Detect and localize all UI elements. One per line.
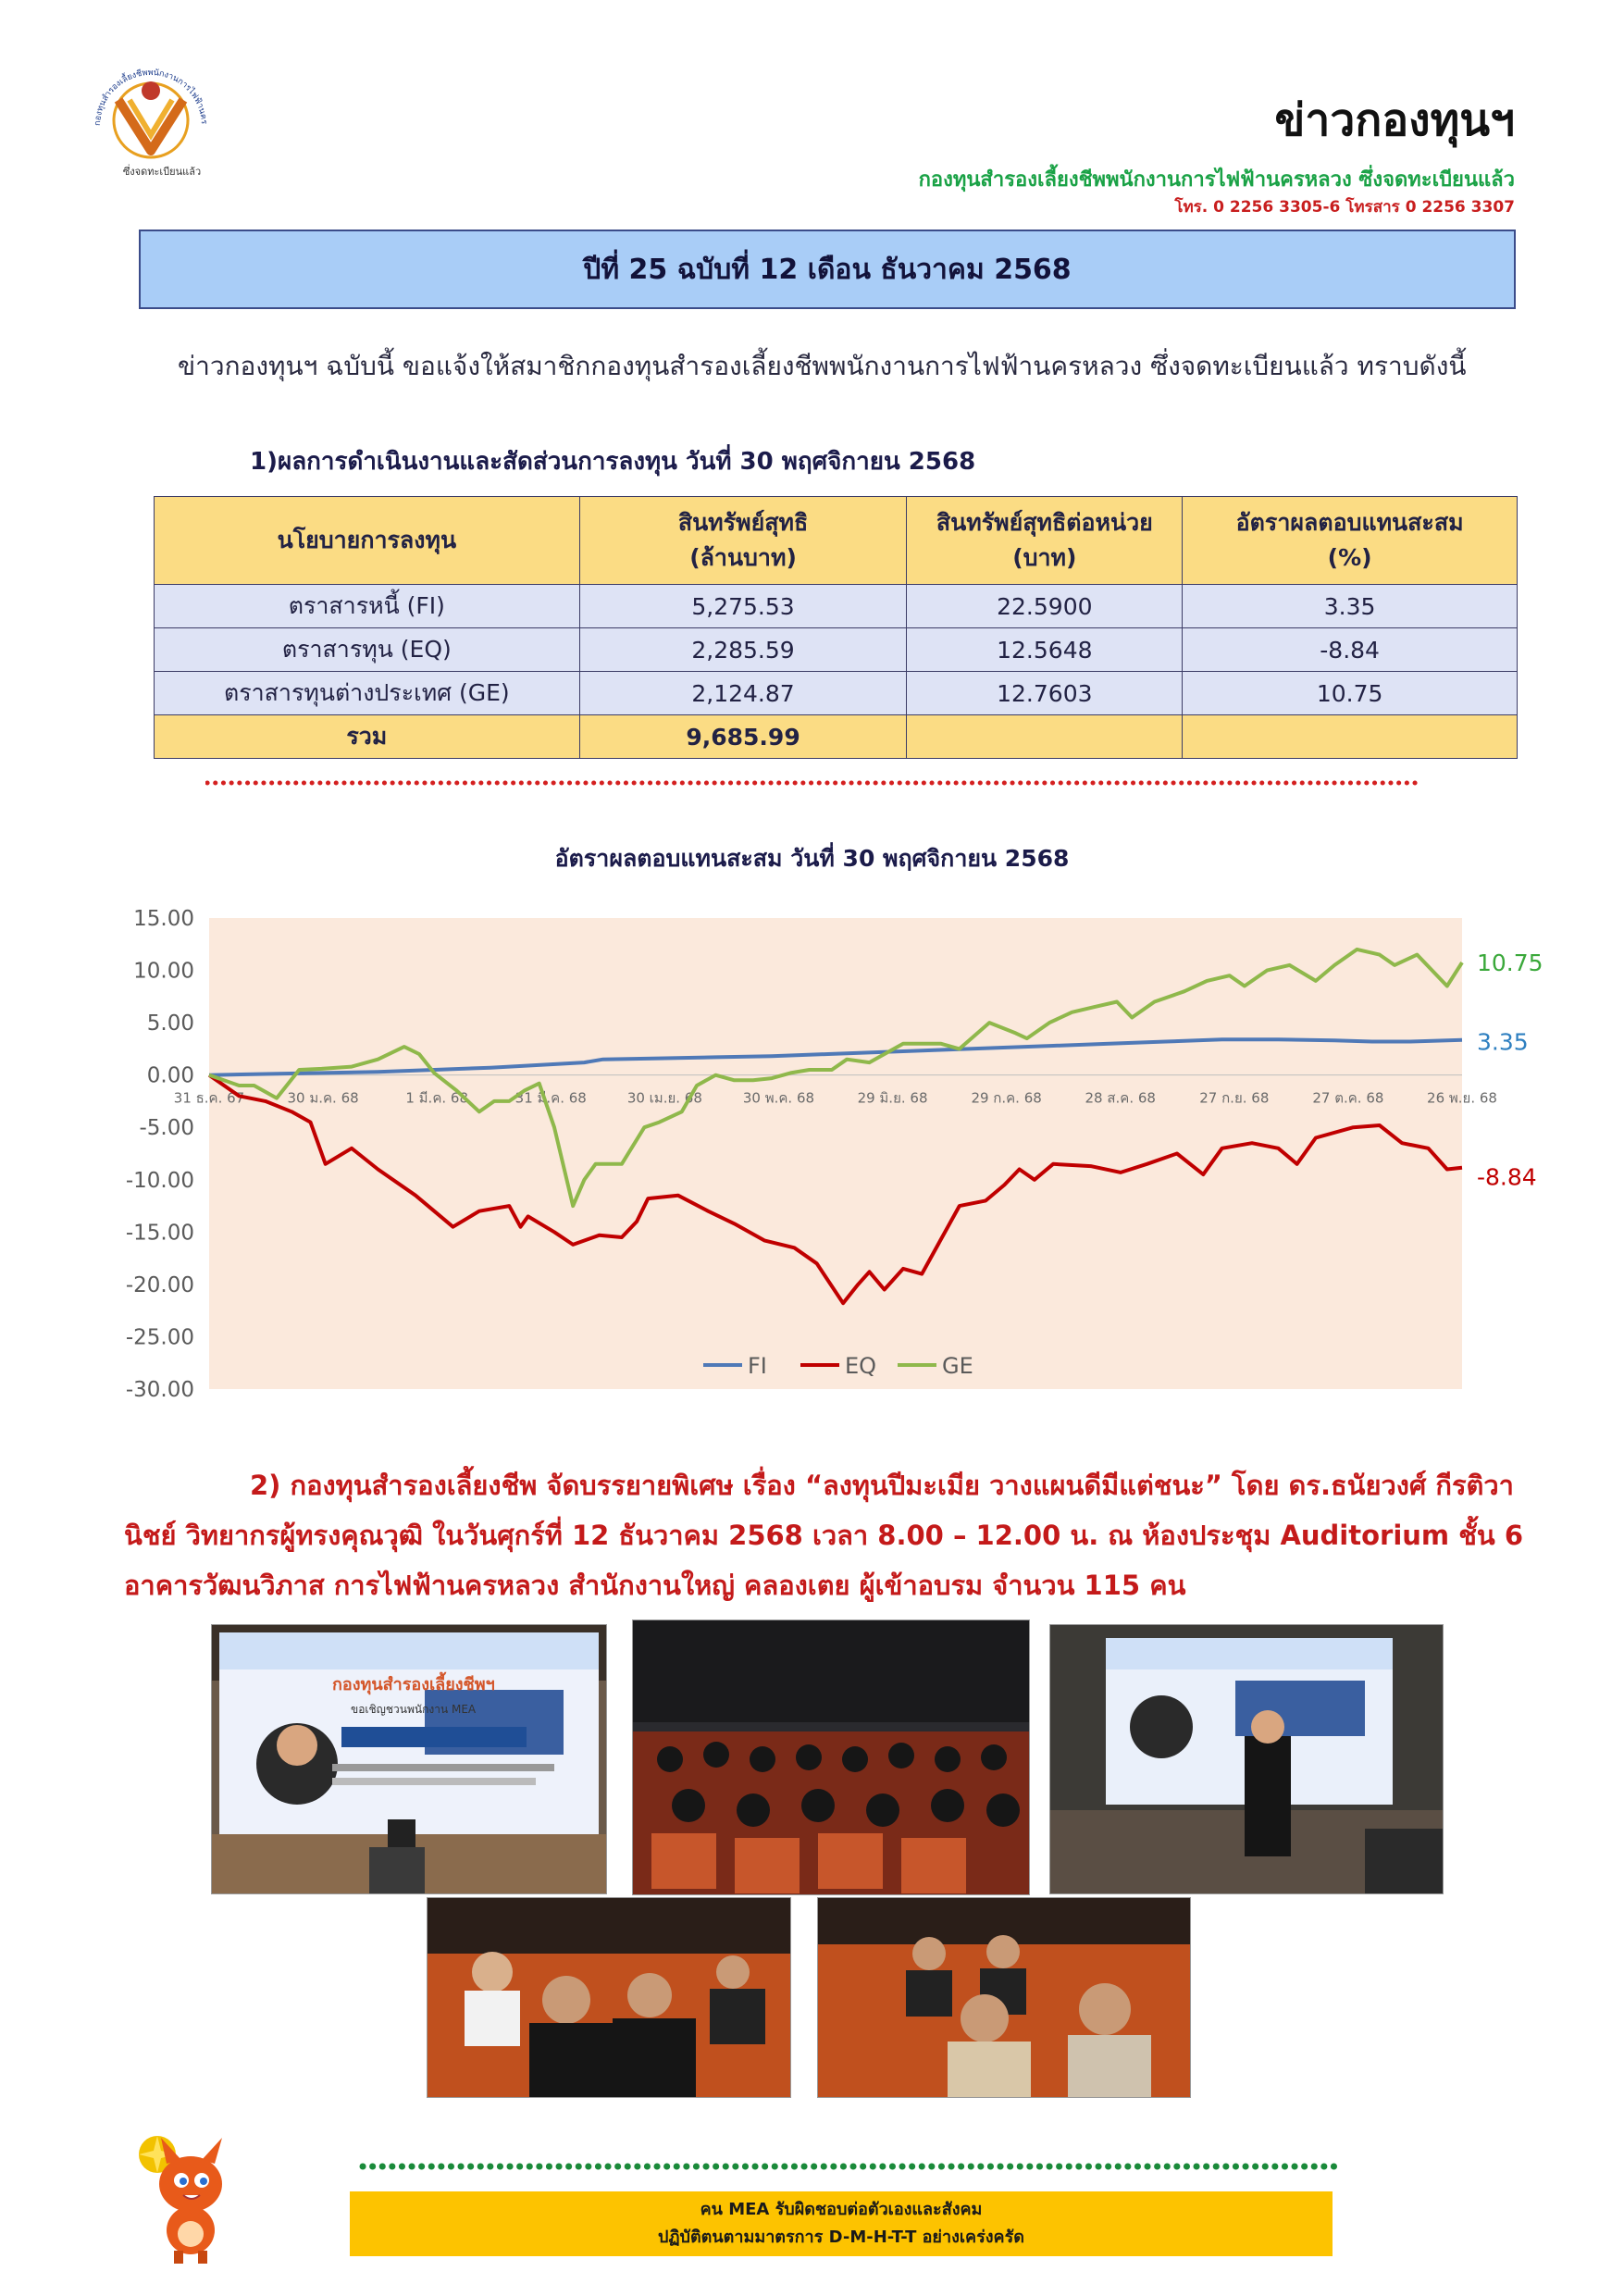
cell-total-return (1183, 715, 1518, 759)
photo-audience-closeup-1 (427, 1897, 791, 2098)
contact-info: โทร. 0 2256 3305-6 โทรสาร 0 2256 3307 (1174, 198, 1515, 217)
table-row (155, 585, 1518, 628)
end-label-fi: 3.35 (1477, 1028, 1529, 1056)
photo-speaker-stage (211, 1624, 607, 1894)
legend-label-fi: FI (748, 1353, 767, 1379)
issue-banner (139, 230, 1516, 309)
x-tick-label: 30 ม.ค. 68 (287, 1089, 359, 1107)
fund-name: กองทุนสำรองเลี้ยงชีพพนักงานการไฟฟ้านครหลวง ซึ่งจดทะเบียนแล้ว (918, 168, 1515, 192)
x-tick-label: 27 ก.ย. 68 (1199, 1089, 1270, 1107)
x-tick-label: 31 มี.ค. 68 (514, 1089, 587, 1107)
x-tick-label: 26 พ.ย. 68 (1427, 1089, 1497, 1107)
y-tick-label: -15.00 (125, 1221, 194, 1246)
table-total-row (155, 715, 1518, 759)
y-tick-label: -30.00 (125, 1378, 194, 1402)
newsletter-title: ข่าวกองทุนฯ (1274, 94, 1515, 146)
end-label-ge: 10.75 (1477, 949, 1543, 977)
dotted-divider (205, 779, 1423, 787)
y-tick-label: 0.00 (146, 1063, 194, 1088)
cell-nav: 2,124.87 (579, 672, 907, 715)
x-tick-label: 28 ส.ค. 68 (1085, 1089, 1156, 1107)
y-tick-label: 15.00 (133, 907, 194, 931)
table-header-row (155, 497, 1518, 585)
col-header-nav: สินทรัพย์สุทธิ (ล้านบาท) (579, 497, 907, 585)
cell-policy: ตราสารทุน (EQ) (155, 628, 580, 672)
issue-label: ปีที่ 25 ฉบับที่ 12 เดือน ธันวาคม 2568 (583, 253, 1072, 286)
legend-label-ge: GE (942, 1353, 973, 1379)
col-header-policy: นโยบายการลงทุน (155, 497, 580, 585)
table-row (155, 628, 1518, 672)
cell-return: 3.35 (1183, 585, 1518, 628)
y-tick-label: -20.00 (125, 1272, 194, 1297)
star-divider (359, 2160, 1340, 2173)
cell-policy: ตราสารหนี้ (FI) (155, 585, 580, 628)
y-tick-label: 5.00 (146, 1011, 194, 1036)
cell-return: 10.75 (1183, 672, 1518, 715)
cell-nav-unit: 22.5900 (907, 585, 1183, 628)
x-tick-label: 1 มี.ค. 68 (405, 1089, 468, 1107)
footer-line-2: ปฏิบัติตนตามมาตรการ D-M-H-T-T อย่างเคร่งครัด (658, 2228, 1024, 2247)
cell-total-nav: 9,685.99 (579, 715, 907, 759)
logo-caption: ซึ่งจดทะเบียนแล้ว (122, 166, 202, 178)
x-tick-label: 29 มิ.ย. 68 (857, 1089, 928, 1107)
col-header-nav-unit: สินทรัพย์สุทธิต่อหน่วย (บาท) (907, 497, 1183, 585)
cell-policy: ตราสารทุนต่างประเทศ (GE) (155, 672, 580, 715)
cell-nav-unit: 12.7603 (907, 672, 1183, 715)
y-tick-label: 10.00 (133, 959, 194, 984)
performance-table (154, 496, 1518, 759)
intro-paragraph: ข่าวกองทุนฯ ฉบับนี้ ขอแจ้งให้สมาชิกกองทุนสำรองเลี้ยงชีพพนักงานการไฟฟ้านครหลวง ซึ่งจดทะเบียนแล้ว ทราบดังนี้ (178, 351, 1467, 381)
photo-speaker-screen (1049, 1624, 1444, 1894)
cell-total-label: รวม (155, 715, 580, 759)
logo-ring-text: กองทุนสำรองเลี้ยงชีพพนักงานการไฟฟ้านคร (93, 68, 209, 127)
x-tick-label: 29 ก.ค. 68 (971, 1089, 1042, 1107)
x-tick-label: 31 ธ.ค. 67 (173, 1089, 245, 1107)
slide-heading: กองทุนสำรองเลี้ยงชีพฯ (332, 1675, 495, 1694)
end-label-eq: -8.84 (1477, 1163, 1537, 1191)
cell-nav: 5,275.53 (579, 585, 907, 628)
legend-label-eq: EQ (845, 1353, 877, 1379)
y-tick-label: -10.00 (125, 1168, 194, 1193)
cell-total-nav-unit (907, 715, 1183, 759)
slide-sub: ขอเชิญชวนพนักงาน MEA (351, 1703, 477, 1716)
table-row (155, 672, 1518, 715)
plot-area (209, 918, 1462, 1389)
mascot-illustration (130, 2127, 239, 2265)
cell-nav: 2,285.59 (579, 628, 907, 672)
section2-paragraph: 2) กองทุนสำรองเลี้ยงชีพ จัดบรรยายพิเศษ เรื่อง “ลงทุนปีมะเมีย วางแผนดีมีแต่ชนะ” โดย ดร.ธนัยวงศ์ กีรติวานิชย์ วิทยากรผู้ทรงคุณวุฒิ ในวันศุกร์ที่ 12 ธันวาคม 2568 เวลา 8.00 – 12.00 น. ณ ห้องประชุม Auditorium ชั้น 6 อาคารวัฒนวิภาส การไฟฟ้านครหลวง สำนักงานใหญ่ คลองเตย ผู้เข้าอบรม จำนวน 115 คน (124, 1470, 1524, 1601)
footer-banner (350, 2191, 1333, 2256)
chart-title: อัตราผลตอบแทนสะสม วันที่ 30 พฤศจิกายน 2568 (554, 845, 1070, 872)
col-header-return: อัตราผลตอบแทนสะสม (%) (1183, 497, 1518, 585)
photo-audience-closeup-2 (817, 1897, 1191, 2098)
photo-audience-wide (632, 1620, 1030, 1895)
cell-nav-unit: 12.5648 (907, 628, 1183, 672)
y-tick-label: -25.00 (125, 1325, 194, 1350)
section1-heading: 1)ผลการดำเนินงานและสัดส่วนการลงทุน วันที่ 30 พฤศจิกายน 2568 (250, 448, 976, 476)
cumulative-return-chart (74, 888, 1573, 1407)
x-tick-label: 27 ต.ค. 68 (1312, 1089, 1384, 1107)
y-tick-label: -5.00 (139, 1116, 194, 1141)
cell-return: -8.84 (1183, 628, 1518, 672)
footer-line-1: คน MEA รับผิดชอบต่อตัวเองและสังคม (700, 2200, 983, 2219)
x-tick-label: 30 พ.ค. 68 (742, 1089, 815, 1107)
x-tick-label: 30 เม.ย. 68 (626, 1089, 702, 1107)
